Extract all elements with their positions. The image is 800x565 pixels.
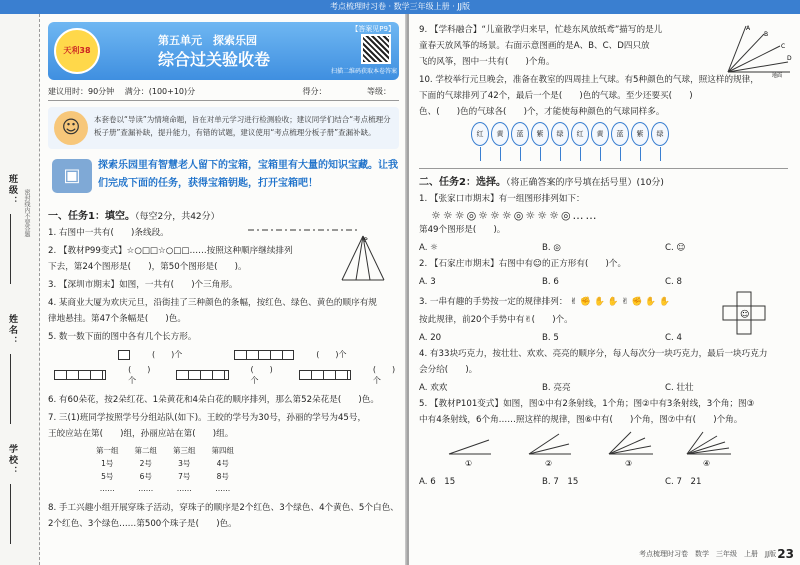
question-4: 4. 某商业大厦为欢庆元旦，沿街挂了三种颜色的条幅，按红色、绿色、黄色的顺序有规 律地悬挂。第47个条幅是( )色。 — [48, 298, 377, 324]
student-avatar-icon: ☺ — [54, 111, 88, 145]
story-banner — [48, 157, 399, 203]
svg-text:地面: 地面 — [772, 73, 783, 78]
option-a[interactable]: A. ☼ — [419, 243, 438, 253]
balloon: 蓝 — [511, 122, 529, 146]
balloon: 绿 — [651, 122, 669, 146]
ray-figure-2 — [529, 434, 571, 468]
option-b[interactable]: B. 7 15 — [542, 477, 579, 487]
name-line — [10, 354, 11, 424]
option-a[interactable]: A. 20 — [419, 333, 442, 343]
rect-figure — [118, 350, 130, 360]
sun-pattern: ☼☼☼◎☼☼☼◎☼☼☼◎…… — [431, 209, 599, 222]
choice-4: 4. 有33块巧克力，按壮壮、欢欢、亮亮的顺序分，每人每次分一块巧克力，最后一块巧克力 会分给( )。 — [419, 349, 768, 375]
option-a[interactable]: A. 欢欢 — [419, 383, 448, 393]
choice-1: 1. 【张家口市期末】有一组图形排列如下： — [419, 194, 585, 204]
class-line — [10, 214, 11, 284]
balloon: 紫 — [631, 122, 649, 146]
option-a[interactable]: A. 3 — [419, 277, 436, 287]
choice-1-stem: 第49个图形是( )。 — [419, 225, 506, 235]
balloon: 紫 — [531, 122, 549, 146]
q5-answer: ( )个 — [250, 365, 273, 385]
page-title: 综合过关验收卷 — [158, 50, 271, 69]
school-line — [10, 484, 11, 544]
ray-figure-3 — [609, 432, 653, 468]
option-c[interactable]: C. ☺ — [665, 243, 686, 253]
option-b[interactable]: B. 亮亮 — [542, 383, 571, 393]
svg-text:④: ④ — [703, 459, 711, 468]
left-content — [48, 14, 399, 534]
question-8: 8. 手工兴趣小组开展穿珠子活动，穿珠子的顺序是2个红色、3个绿色、4个黄色、5个白色、 2个红色、3个绿色……第500个珠子是( )色。 — [48, 503, 399, 529]
svg-text:B: B — [764, 31, 769, 38]
study-advice — [48, 107, 399, 149]
qr-code-icon[interactable] — [361, 34, 391, 64]
svg-text:P: P — [364, 237, 368, 244]
q5-answer: ( )个 — [316, 350, 347, 359]
choice-5-options — [419, 474, 788, 490]
section-2-title: 二、任务2：选择。（将正确答案的序号填在括号里）(10分) — [419, 177, 664, 188]
full-score: 满分：(100+10)分 — [124, 87, 196, 96]
top-banner: 考点梳理时习卷 · 数学三年级上册 · JJ版 — [0, 0, 800, 14]
balloon: 蓝 — [611, 122, 629, 146]
rect-figure — [176, 370, 228, 380]
qr-caption: 扫描二维码获取本卷答案 — [330, 68, 397, 75]
option-a[interactable]: A. 6 15 — [419, 477, 456, 487]
hand-gesture-icons: ✌✊✋✋✌✊✋✋ — [570, 297, 673, 307]
option-b[interactable]: B. ◎ — [542, 243, 561, 253]
balloon: 红 — [471, 122, 489, 146]
balloon: 红 — [571, 122, 589, 146]
balloon: 绿 — [551, 122, 569, 146]
score-label: 得分： — [302, 87, 327, 96]
option-b[interactable]: B. 5 — [542, 333, 559, 343]
divider — [419, 168, 788, 169]
q5-row-1 — [118, 349, 399, 360]
q5-row-2 — [54, 364, 399, 386]
kite-angle-figure — [724, 22, 794, 78]
svg-text:①: ① — [465, 459, 473, 468]
right-content — [419, 22, 792, 490]
choice-5: 5. 【教材P101变式】如图，图①中有2条射线，1个角；图②中有3条射线，3个角；图③ 中有4条射线，6个角……照这样的规律，图⑥中有( )个角，图⑦中有( )个角。 — [419, 399, 755, 425]
exam-info-row — [48, 86, 399, 101]
option-c[interactable]: C. 4 — [665, 333, 682, 343]
rect-figure — [54, 370, 106, 380]
unit-title: 第五单元 探索乐园 — [158, 34, 257, 47]
choice-3: 3. 一串有趣的手势按一定的规律排列： ✌✊✋✋✌✊✋✋ — [419, 297, 673, 307]
q5-answer: ( )个 — [152, 350, 183, 359]
name-label: 姓名： — [7, 314, 17, 347]
question-3: 3. 【深圳市期末】如图，一共有( )个三角形。 — [48, 280, 238, 290]
option-c[interactable]: C. 7 21 — [665, 477, 702, 487]
choice-2-options — [419, 274, 788, 290]
advice-text: 本套卷以“导读”为情境命题，旨在对单元学习进行检测验收；建议同学们结合“考点梳理分板子册”查漏补缺，提升能力，有错的试题，建议使用“考点梳理分板子册”查漏补缺。 — [94, 115, 391, 137]
svg-text:☺: ☺ — [740, 310, 750, 320]
option-b[interactable]: B. 6 — [542, 277, 559, 287]
q5-answer: ( )个 — [372, 365, 396, 385]
question-2: 2. 【教材P99变式】☆○□□☆○□□……按照这种顺序继续排列 下去，第24个图形是( )，第50个图形是( )。 — [48, 246, 293, 272]
ray-figure-1 — [449, 440, 491, 468]
question-9: 9. 【学科融合】“儿童散学归来早，忙趁东风放纸鸢”描写的是儿 童春天放风筝的场景。右面示意图画的是A、B、C、D四只放 飞的风筝，图中一共有( )个角。 — [419, 25, 663, 67]
binding-strip — [0, 14, 40, 565]
question-7: 7. 三(1)班同学按照学号分组站队(如下)。王皎的学号为30号，孙丽的学号为45号， 王皎应站在第( )组，孙丽应站在第( )组。 — [48, 413, 367, 439]
option-c[interactable]: C. 8 — [665, 277, 682, 287]
school-label: 学校： — [7, 444, 17, 477]
seal-note: 密封线内不要答题 — [23, 189, 30, 237]
choice-4-options — [419, 380, 788, 396]
balloon: 黄 — [491, 122, 509, 146]
grade-label: 等级： — [367, 87, 391, 96]
q5-answer: ( )个 — [128, 365, 151, 385]
svg-text:C: C — [781, 43, 786, 50]
banner-text: 探索乐园里有智慧老人留下的宝箱，宝箱里有大量的知识宝藏。让我们完成下面的任务，获得宝箱钥匙，打开宝箱吧！ — [98, 160, 398, 189]
balloon-row — [471, 122, 788, 146]
brand-logo: 天利38 — [54, 28, 100, 74]
rect-figure — [299, 370, 351, 380]
ray-angle-figures — [419, 430, 759, 470]
right-page — [409, 14, 800, 565]
question-1: 1. 右图中一共有( )条线段。 — [48, 228, 169, 238]
choice-3-stem: 按此规律，前20个手势中有✌( )个。 — [419, 315, 573, 325]
left-page — [0, 14, 407, 565]
rect-figure — [234, 350, 294, 360]
option-c[interactable]: C. 壮壮 — [665, 383, 694, 393]
page-footer: 考点梳理时习卷 数学 三年级 上册 JJ版 — [639, 550, 777, 558]
question-6: 6. 有60朵花，按2朵红花、1朵黄花和4朵白花的顺序排列，那么第52朵花是( )色。 — [48, 395, 379, 405]
svg-text:②: ② — [545, 459, 553, 468]
question-5: 5. 数一数下面的图中各有几个长方形。 — [48, 332, 197, 342]
exam-header — [48, 22, 399, 80]
ray-figure-4 — [687, 432, 731, 468]
page-number: 23 — [777, 547, 794, 561]
class-label: 班级： — [7, 174, 17, 207]
question-10: 10. 学校举行元旦晚会，准备在教室的四周挂上气球。有5种颜色的气球，照这样的规律， 下面的气球排列了42个，最后一个是( )色的气球。至少还要买( ) 色、( )色的气球各( )个，才能使每种颜色的气球同样多。 — [419, 75, 759, 117]
svg-text:③: ③ — [625, 459, 633, 468]
treasure-chest-icon: ▣ — [52, 159, 92, 193]
group-table: 第一组 第二组 第三组 第四组 1号 2号 3号 4号 5号 6号 7号 8号 …… …… …… …… — [96, 446, 234, 493]
choice-1-options — [419, 240, 788, 256]
suggested-time: 建议用时：90分钟 — [48, 87, 115, 96]
svg-text:D: D — [787, 55, 792, 62]
balloon: 黄 — [591, 122, 609, 146]
section-1-title: 一、任务1：填空。（每空2分，共42分） — [48, 211, 220, 222]
svg-text:A: A — [746, 25, 751, 32]
choice-2: 2. 【石家庄市期末】右图中有☺的正方形有( )个。 — [419, 259, 627, 269]
answer-tag: 【答案见P9】 — [351, 25, 395, 33]
